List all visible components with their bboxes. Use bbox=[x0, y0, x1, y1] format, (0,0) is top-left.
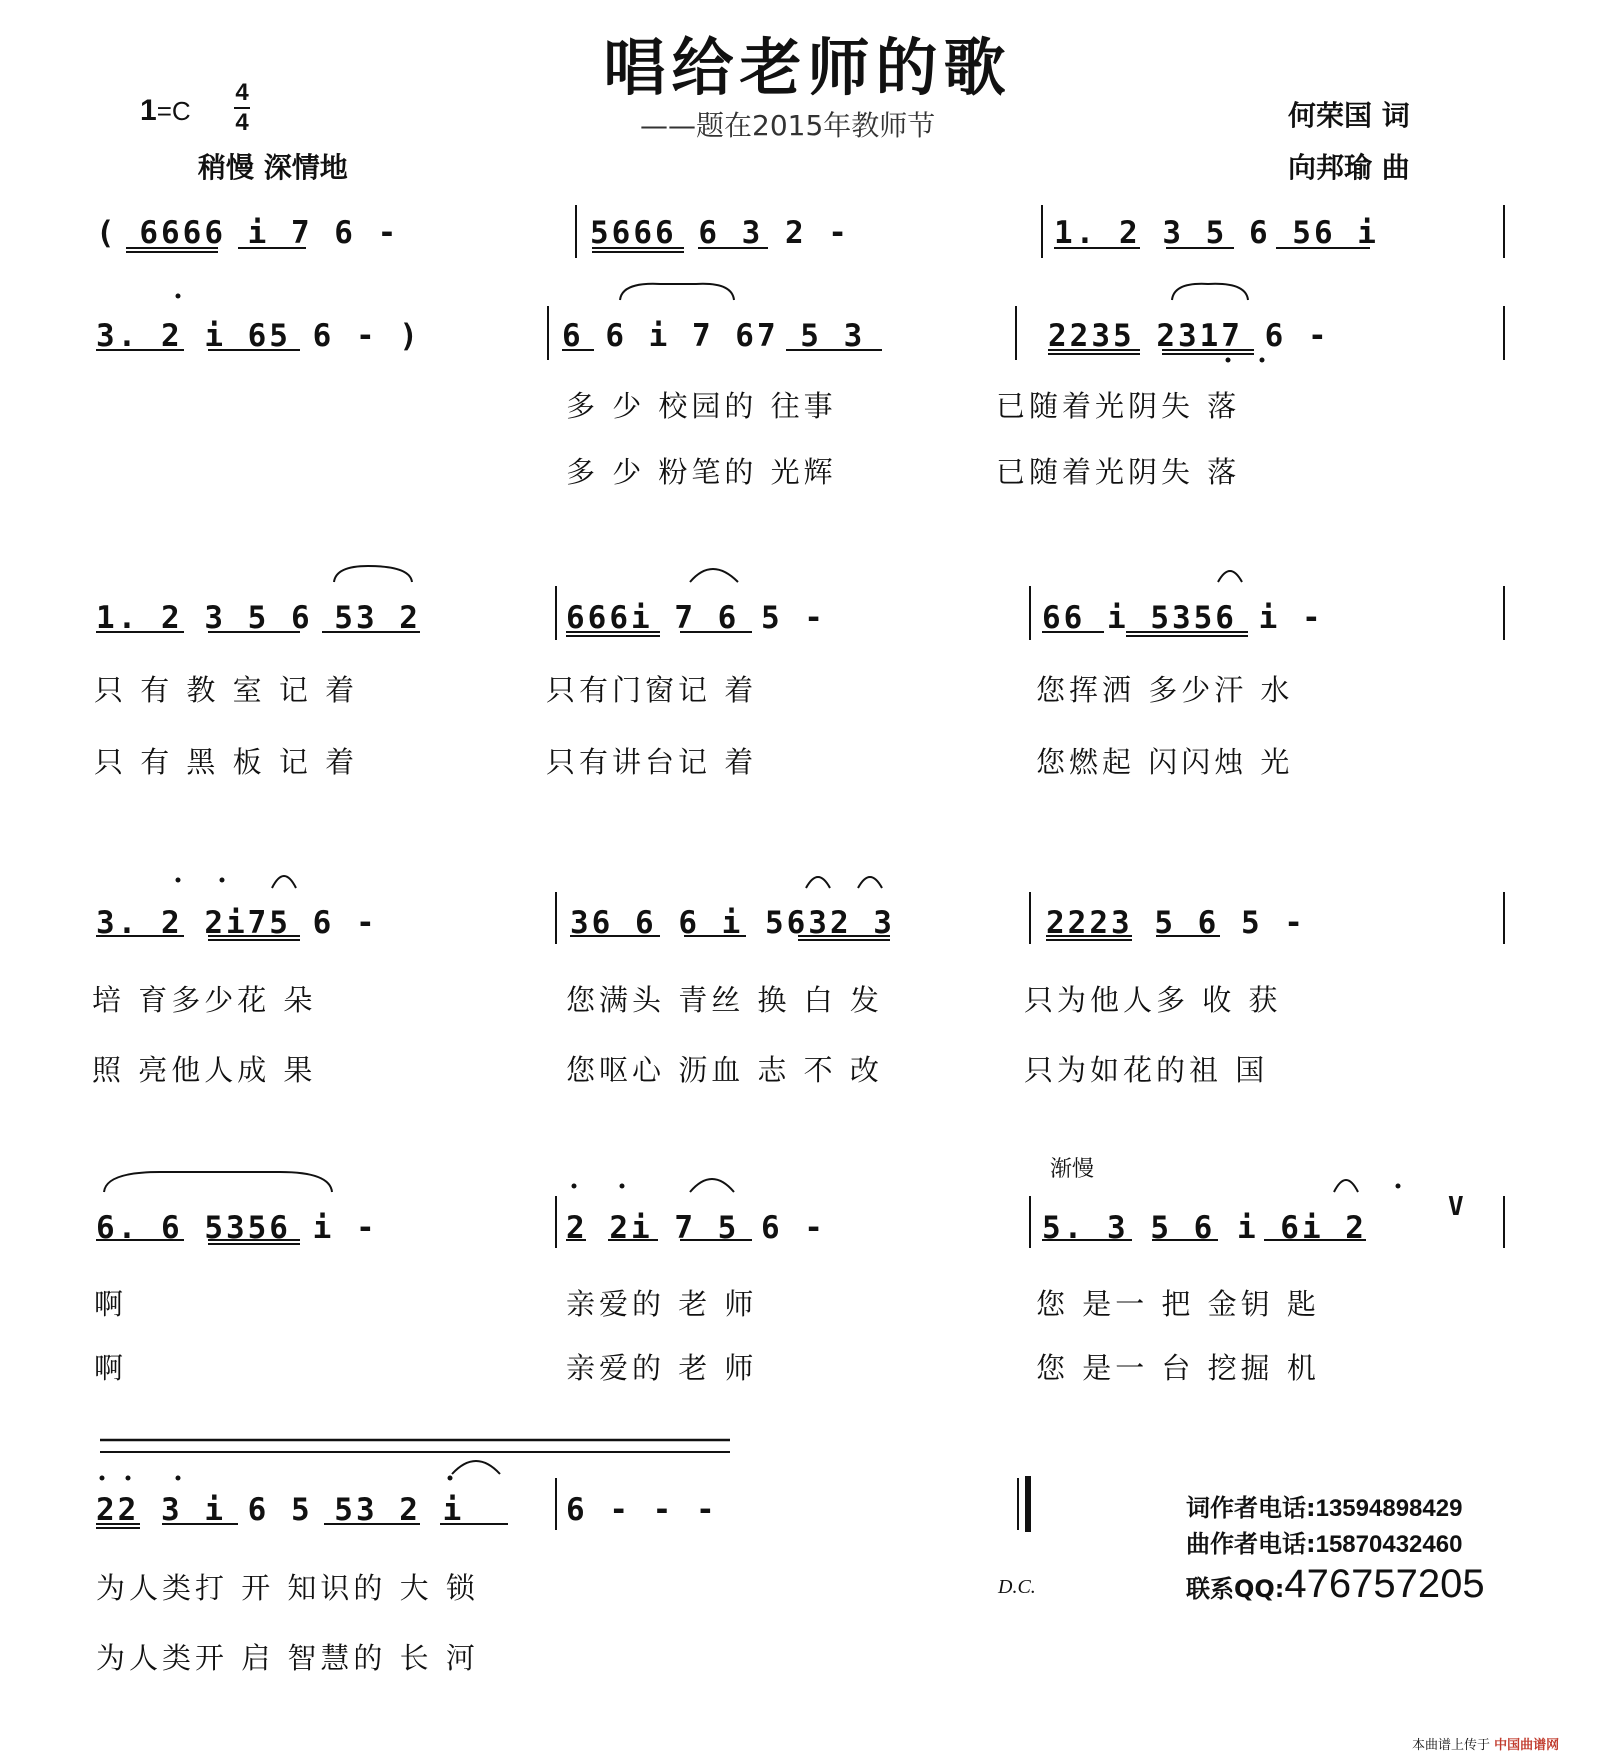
lyrics-s6-v1: 为人类打 开 知识的 大 锁 bbox=[96, 1571, 479, 1605]
lyrics-s5-v1-m1: 啊 bbox=[94, 1287, 128, 1321]
composer-credit: 向邦瑜 曲 bbox=[1288, 151, 1410, 184]
octave-dot bbox=[100, 1476, 105, 1481]
lyrics-s2-v2-m2: 多 少 粉笔的 光辉 bbox=[566, 455, 837, 489]
slur bbox=[620, 284, 734, 300]
notes-s5-m2: 2 2i 7 5 6 - bbox=[566, 1210, 826, 1246]
lyrics-s3-v2-m3: 您燃起 闪闪烛 光 bbox=[1036, 745, 1294, 779]
composer-phone-number: 15870432460 bbox=[1315, 1531, 1463, 1558]
notes-s1-m3: 1. 2 3 5 6 56 i bbox=[1054, 215, 1379, 251]
slur bbox=[858, 877, 882, 888]
notes-s3-m2: 666i 7 6 5 - bbox=[566, 600, 826, 636]
slur bbox=[690, 569, 738, 582]
ritardando-marking: 渐慢 bbox=[1050, 1157, 1095, 1182]
lyrics-s5-v1-m3: 您 是一 把 金钥 匙 bbox=[1036, 1287, 1320, 1321]
key-number: 1 bbox=[140, 94, 157, 127]
song-title: 唱给老师的歌 bbox=[603, 31, 1012, 104]
lyrics-s3-v1-m1: 只 有 教 室 记 着 bbox=[94, 673, 359, 707]
notes-s6-m1: 22 3 i 6 5 53 2 i bbox=[96, 1492, 465, 1528]
notes-s3-m1: 1. 2 3 5 6 53 2 bbox=[96, 600, 421, 636]
slur bbox=[334, 566, 412, 582]
octave-dot bbox=[1396, 1184, 1401, 1189]
lyrics-s5-v2-m2: 亲爱的 老 师 bbox=[566, 1351, 758, 1385]
lyrics-s2-v1-m2: 多 少 校园的 往事 bbox=[566, 389, 837, 423]
slur bbox=[104, 1172, 332, 1192]
watermark-text: 本曲谱上传于 bbox=[1412, 1738, 1491, 1753]
lyrics-s4-v1-m2: 您满头 青丝 换 白 发 bbox=[566, 983, 883, 1017]
lyrics-s6-v2: 为人类开 启 智慧的 长 河 bbox=[96, 1641, 479, 1675]
octave-dot bbox=[620, 1184, 625, 1189]
time-sig-top: 4 bbox=[235, 79, 249, 106]
notes-s2-m2: 6 6 i 7 67 5 3 bbox=[562, 318, 866, 354]
time-sig-bottom: 4 bbox=[235, 109, 249, 136]
notes-s2-m3: 2235 2317 6 - bbox=[1048, 318, 1330, 354]
da-capo-marking: D.C. bbox=[998, 1576, 1036, 1598]
notes-s5-m1: 6. 6 5356 i - bbox=[96, 1210, 378, 1246]
slur bbox=[690, 1179, 734, 1192]
lyrics-s4-v2-m3: 只为如花的祖 国 bbox=[1024, 1053, 1269, 1087]
watermark-brand: 中国曲谱网 bbox=[1494, 1738, 1560, 1753]
lyricist-phone-label: 词作者电话: bbox=[1186, 1494, 1316, 1522]
slur bbox=[806, 877, 830, 888]
lyrics-s3-v2-m1: 只 有 黑 板 记 着 bbox=[94, 745, 359, 779]
notes-s2-m1: 3. 2 i 65 6 - ) bbox=[96, 318, 421, 354]
lyrics-s3-v1-m2: 只有门窗记 着 bbox=[546, 673, 758, 707]
breath-mark: V bbox=[1448, 1192, 1467, 1222]
lyrics-s2-v1-m3: 已随着光阴失 落 bbox=[996, 389, 1241, 423]
slur bbox=[272, 876, 296, 888]
octave-dot bbox=[126, 1476, 131, 1481]
lyrics-s2-v2-m3: 已随着光阴失 落 bbox=[996, 455, 1241, 489]
tempo-marking: 稍慢 深情地 bbox=[198, 151, 348, 184]
lyrics-s4-v1-m3: 只为他人多 收 获 bbox=[1024, 983, 1282, 1017]
slur bbox=[1334, 1180, 1358, 1192]
song-subtitle: ——题在2015年教师节 bbox=[640, 109, 936, 142]
octave-dot bbox=[448, 1476, 453, 1481]
lyrics-s4-v2-m2: 您呕心 沥血 志 不 改 bbox=[566, 1053, 883, 1087]
lyricist-credit: 何荣国 词 bbox=[1288, 99, 1410, 132]
lyrics-s3-v2-m2: 只有讲台记 着 bbox=[546, 745, 758, 779]
octave-dot bbox=[176, 878, 181, 883]
qq-label: 联系QQ: bbox=[1186, 1575, 1285, 1603]
notes-s6-m2: 6 - - - bbox=[566, 1492, 718, 1528]
lyrics-s4-v2-m1: 照 亮他人成 果 bbox=[92, 1053, 317, 1087]
lyrics-s5-v1-m2: 亲爱的 老 师 bbox=[566, 1287, 758, 1321]
slur bbox=[452, 1461, 500, 1474]
lyrics-s4-v1-m1: 培 育多少花 朵 bbox=[92, 983, 317, 1017]
notes-s4-m1: 3. 2 2i75 6 - bbox=[96, 905, 378, 941]
composer-phone-label: 曲作者电话: bbox=[1186, 1530, 1316, 1558]
notes-s1-m2: 5666 6 3 2 - bbox=[590, 215, 850, 251]
notes-s3-m3: 66 i 5356 i - bbox=[1042, 600, 1324, 636]
lyrics-s3-v1-m3: 您挥洒 多少汗 水 bbox=[1036, 673, 1294, 707]
notes-s1-m1: ( 6666 i 7 6 - bbox=[96, 215, 400, 251]
low-octave-dot bbox=[1260, 358, 1265, 363]
slur bbox=[1172, 284, 1248, 300]
key-letter: =C bbox=[156, 96, 191, 126]
octave-dot bbox=[176, 1476, 181, 1481]
notes-s4-m3: 2223 5 6 5 - bbox=[1046, 905, 1306, 941]
lyricist-phone-number: 13594898429 bbox=[1315, 1495, 1463, 1522]
octave-dot bbox=[176, 294, 181, 299]
octave-dot bbox=[572, 1184, 577, 1189]
lyrics-s5-v2-m1: 啊 bbox=[94, 1351, 128, 1385]
notes-s5-m3: 5. 3 5 6 i 6i 2 bbox=[1042, 1210, 1367, 1246]
notes-s4-m2: 36 6 6 i 5632 3 bbox=[570, 905, 895, 941]
low-octave-dot bbox=[1226, 358, 1231, 363]
qq-number: 476757205 bbox=[1284, 1562, 1485, 1606]
slur bbox=[1218, 571, 1242, 582]
octave-dot bbox=[220, 878, 225, 883]
lyrics-s5-v2-m3: 您 是一 台 挖掘 机 bbox=[1036, 1351, 1320, 1385]
